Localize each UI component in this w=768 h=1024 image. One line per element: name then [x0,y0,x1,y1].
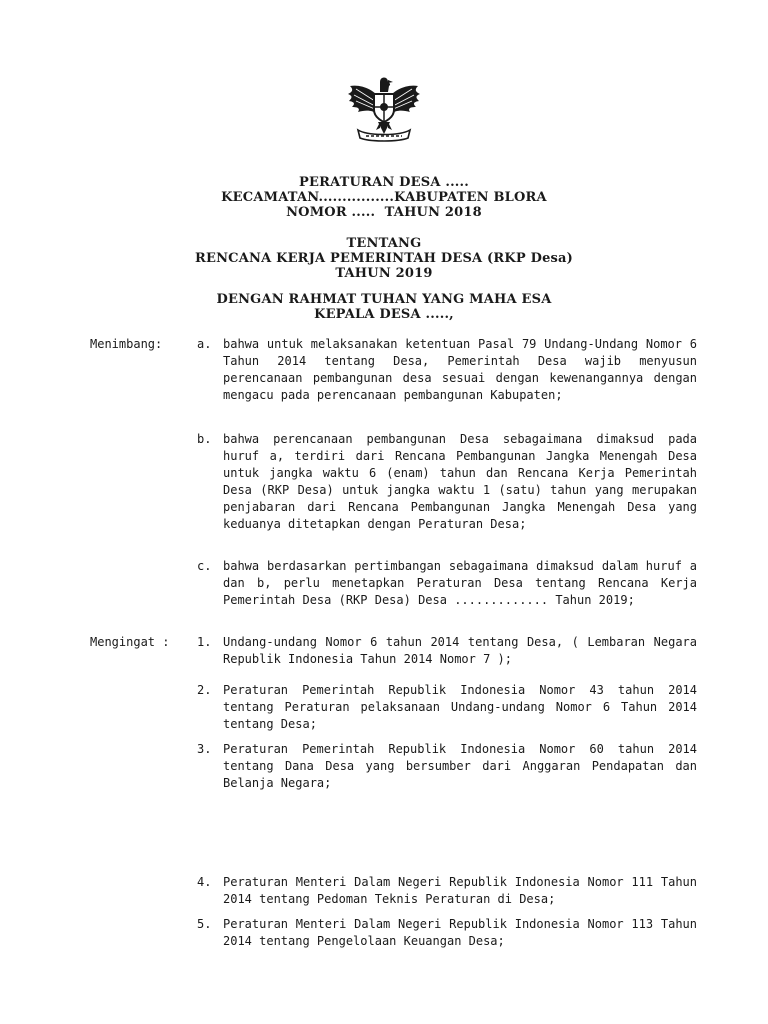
mengingat-item-4: Peraturan Menteri Dalam Negeri Republik Indonesia Nomor 111 Tahun 2014 tentang Pedoman Teknis Peraturan di Desa; [223,875,697,906]
item-marker: 2. [197,683,212,697]
heading-line: TAHUN 2019 [335,266,433,281]
heading-line: TENTANG [346,236,422,251]
mengingat-item-1: Undang-undang Nomor 6 tahun 2014 tentang Desa, ( Lembaran Negara Republik Indonesia Tahun 2014 Nomor 7 ); [223,635,697,666]
heading-line: KEPALA DESA ....., [314,307,454,322]
menimbang-item-a: bahwa untuk melaksanakan ketentuan Pasal 79 Undang-Undang Nomor 6 Tahun 2014 tentang Desa, Pemerintah Desa wajib menyusun perencanaan pembangunan desa sesuai dengan kewenangannya dengan mengacu pada perencanaan pembangunan Kabupaten; [223,337,697,402]
mengingat-item-2: Peraturan Pemerintah Republik Indonesia Nomor 43 tahun 2014 tentang Peraturan pelaksanaan Undang-undang Nomor 6 Tahun 2014 tentang Desa; [223,683,697,731]
menimbang-item-c: bahwa berdasarkan pertimbangan sebagaimana dimaksud dalam huruf a dan b, perlu menetapkan Peraturan Desa tentang Rencana Kerja Pemerintah Desa (RKP Desa) Desa ............. Tahun 2019; [223,559,697,607]
item-marker: b. [197,432,212,446]
heading-line: DENGAN RAHMAT TUHAN YANG MAHA ESA [216,292,552,307]
item-marker: a. [197,337,212,351]
mengingat-item-3: Peraturan Pemerintah Republik Indonesia Nomor 60 tahun 2014 tentang Dana Desa yang bersumber dari Anggaran Pendapatan dan Belanja Negara; [223,742,697,790]
heading-line: NOMOR ..... TAHUN 2018 [286,205,482,220]
subject-heading [0,236,768,281]
heading-line: PERATURAN DESA ..... [299,175,469,190]
menimbang-label: Menimbang: [90,337,163,351]
opening-heading [0,292,768,322]
mengingat-label: Mengingat : [90,635,170,649]
garuda-emblem-icon [344,70,424,144]
mengingat-item-5: Peraturan Menteri Dalam Negeri Republik Indonesia Nomor 113 Tahun 2014 tentang Pengelolaan Keuangan Desa; [223,917,697,948]
item-marker: c. [197,559,212,573]
item-marker: 3. [197,742,212,756]
regulation-heading [0,175,768,220]
heading-line: KECAMATAN................KABUPATEN BLORA [221,190,547,205]
heading-line: RENCANA KERJA PEMERINTAH DESA (RKP Desa) [194,251,574,266]
item-marker: 4. [197,875,212,889]
item-marker: 5. [197,917,212,931]
menimbang-item-b: bahwa perencanaan pembangunan Desa sebagaimana dimaksud pada huruf a, terdiri dari Rencana Pembangunan Jangka Menengah Desa untuk jangka waktu 6 (enam) tahun dan Rencana Kerja Pemerintah Desa (RKP Desa) untuk jangka waktu 1 (satu) tahun yang merupakan penjabaran dari Rencana Pembangunan Jangka Menengah Desa yang keduanya ditetapkan dengan Peraturan Desa; [223,432,697,531]
item-marker: 1. [197,635,212,649]
